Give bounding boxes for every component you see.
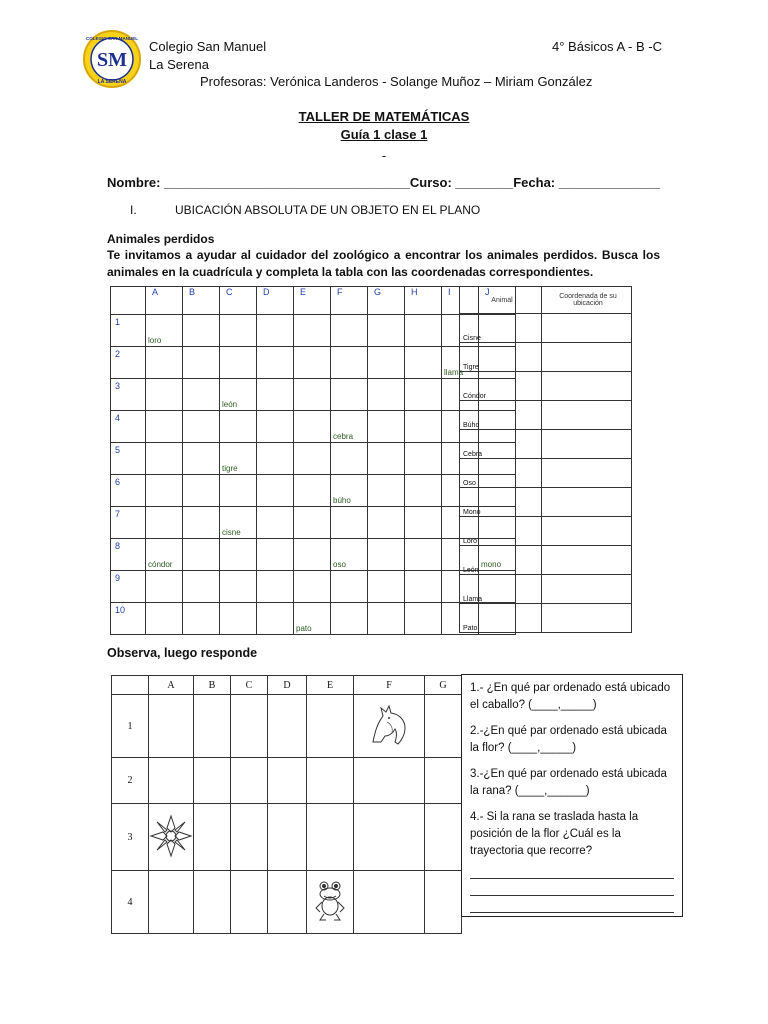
grid-cell [368,443,405,475]
grid-cell [294,507,331,539]
grid-cell [368,603,405,635]
corner-cell [111,287,146,315]
row-header: 2 [112,758,149,804]
fecha-field[interactable]: Fecha: ______________ [513,175,660,190]
grid-cell [194,695,231,758]
grid-cell [294,443,331,475]
grid-cell [331,315,368,347]
coordinate-cell[interactable] [542,546,632,575]
grid-cell [307,695,354,758]
grid-cell [368,411,405,443]
animal-name: León [460,546,542,575]
column-header: A [146,287,183,315]
horse-icon [367,702,411,748]
corner-cell [112,676,149,695]
page-title: TALLER DE MATEMÁTICAS [298,109,470,124]
column-header: C [231,676,268,695]
grid-cell [146,507,183,539]
animal-label: cóndor [148,560,173,569]
column-header: I [442,287,479,315]
grid-cell [405,411,442,443]
grid-cell [146,315,183,347]
grid-cell [194,804,231,871]
logo-bottom-text: LA SERENA [97,79,127,85]
grid-cell [146,475,183,507]
grid-cell [257,379,294,411]
grid-cell [268,758,307,804]
animal-name: Oso [460,459,542,488]
grid-cell [294,411,331,443]
animal-name: Búho [460,401,542,430]
grid-cell [425,804,462,871]
animal-name: Cebra [460,430,542,459]
question-2[interactable]: 2.-¿En qué par ordenado está ubicada la flor? (____,_____) [470,725,667,754]
activity2-title: Observa, luego responde [107,646,258,660]
observe-grid [111,675,462,934]
grid-cell [307,758,354,804]
school-name: Colegio San Manuel [149,39,267,54]
grid-cell [405,315,442,347]
animal-label: tigre [222,464,238,473]
grid-cell [354,758,425,804]
row-header: 5 [111,443,146,475]
column-header: A [149,676,194,695]
row-header: 3 [111,379,146,411]
grid-cell [183,571,220,603]
grid-cell [405,475,442,507]
grid-cell [331,571,368,603]
grid-cell [149,758,194,804]
row-header: 1 [111,315,146,347]
answer-line[interactable] [470,862,674,879]
coordinate-cell[interactable] [542,430,632,459]
section-number: I. [130,203,137,217]
coordinate-cell[interactable] [542,372,632,401]
grid-cell [331,507,368,539]
grid-cell [331,475,368,507]
grid-cell [194,871,231,934]
column-header: D [268,676,307,695]
activity1-instructions: Te invitamos a ayudar al cuidador del zoológico a encontrar los animales perdidos. Busca los animales en la cuadrícula y completa la tabla con las coordenadas correspondientes. [107,248,660,279]
grid-cell [331,603,368,635]
column-header: E [294,287,331,315]
grid-cell [220,411,257,443]
teachers: Profesoras: Verónica Landeros - Solange Muñoz – Miriam González [200,74,593,89]
animal-label: cisne [222,528,241,537]
grid-cell [405,571,442,603]
grid-cell [405,507,442,539]
grid-cell [220,315,257,347]
grid-cell [331,411,368,443]
grid-cell [331,379,368,411]
grid-cell [268,804,307,871]
coordinate-cell[interactable] [542,401,632,430]
frog-icon [312,878,348,924]
grid-cell [183,475,220,507]
grid-cell [307,871,354,934]
column-header: G [368,287,405,315]
activity1-title: Animales perdidos [107,232,215,246]
column-header: F [331,287,368,315]
grid-cell [368,475,405,507]
grid-cell [149,804,194,871]
grid-cell [368,347,405,379]
question-1[interactable]: 1.- ¿En qué par ordenado está ubicado el caballo? (____,_____) [470,682,671,711]
grid-cell [354,871,425,934]
table-header: Coordenada de su ubicación [542,287,632,314]
logo-top-text: COLEGIO SAN MANUEL [85,36,139,41]
form-line [107,175,660,190]
city: La Serena [149,57,209,72]
grid-cell [183,411,220,443]
question-4[interactable]: 4.- Si la rana se traslada hasta la posición de la flor ¿Cuál es la trayectoria que recorre? [470,811,639,857]
grid-cell [405,443,442,475]
animal-name: Pato [460,604,542,633]
questions-box [461,674,683,917]
section-title: UBICACIÓN ABSOLUTA DE UN OBJETO EN EL PLANO [175,203,481,217]
grid-cell [405,603,442,635]
column-header: F [354,676,425,695]
animal-name: Loro [460,517,542,546]
row-header: 10 [111,603,146,635]
grid-cell [220,379,257,411]
grid-cell [220,475,257,507]
grid-cell [146,603,183,635]
animal-name: Mono [460,488,542,517]
page-subtitle: Guía 1 clase 1 [340,127,428,142]
grid-cell [257,443,294,475]
coordinate-cell[interactable] [542,604,632,633]
flower-icon [149,814,193,858]
grid-cell [405,539,442,571]
animal-label: pato [296,624,312,633]
grid-cell [183,443,220,475]
column-header: B [183,287,220,315]
grid-cell [220,603,257,635]
grid-cell [220,507,257,539]
grid-cell [354,695,425,758]
column-header: C [220,287,257,315]
grid-cell [331,539,368,571]
school-logo [82,29,142,89]
animal-label: loro [148,336,162,345]
grid-cell [257,315,294,347]
grid-cell [183,347,220,379]
column-header: H [405,287,442,315]
grid-cell [354,804,425,871]
grid-cell [257,507,294,539]
grid-cell [146,443,183,475]
grade: 4° Básicos A - B -C [552,39,662,54]
grid-cell [194,758,231,804]
grid-cell [220,571,257,603]
grid-cell [331,443,368,475]
grid-cell [425,758,462,804]
grid-cell [425,871,462,934]
row-header: 1 [112,695,149,758]
grid-cell [231,758,268,804]
grid-cell [257,411,294,443]
row-header: 2 [111,347,146,379]
coordinates-table [459,286,632,633]
nombre-field[interactable]: Nombre: __________________________________ [107,175,410,190]
grid-cell [146,571,183,603]
grid-cell [220,347,257,379]
grid-cell [231,804,268,871]
column-header: G [425,676,462,695]
grid-cell [331,347,368,379]
grid-cell [294,603,331,635]
grid-cell [149,871,194,934]
logo-mark: SM [97,49,127,71]
dash: - [381,148,387,163]
grid-cell [146,411,183,443]
animal-label: cebra [333,432,354,441]
coordinate-cell[interactable] [542,459,632,488]
grid-cell [146,539,183,571]
column-header: B [194,676,231,695]
grid-cell [294,571,331,603]
question-3[interactable]: 3.-¿En qué par ordenado está ubicada la rana? (____,______) [470,768,667,797]
grid-cell [257,539,294,571]
grid-cell [183,315,220,347]
coordinate-cell[interactable] [542,517,632,546]
coordinate-cell[interactable] [542,575,632,604]
grid-cell [268,695,307,758]
animal-name: Cóndor [460,372,542,401]
grid-cell [294,347,331,379]
grid-cell [183,539,220,571]
animal-grid [110,286,516,635]
grid-cell [257,475,294,507]
column-header: J [479,287,516,315]
coordinate-cell[interactable] [542,343,632,372]
row-header: 3 [112,804,149,871]
grid-cell [183,603,220,635]
grid-cell [294,315,331,347]
grid-cell [368,507,405,539]
animal-label: búho [333,496,351,505]
row-header: 9 [111,571,146,603]
row-header: 7 [111,507,146,539]
coordinate-cell[interactable] [542,488,632,517]
grid-cell [368,379,405,411]
answer-line[interactable] [470,896,674,913]
grid-cell [231,695,268,758]
animal-label: llama [444,368,464,377]
answer-line[interactable] [470,879,674,896]
grid-cell [425,695,462,758]
row-header: 8 [111,539,146,571]
table-header: Animal [460,287,542,314]
grid-cell [294,379,331,411]
grid-cell [183,379,220,411]
coordinate-cell[interactable] [542,314,632,343]
grid-cell [183,507,220,539]
animal-name: Llama [460,575,542,604]
row-header: 4 [111,411,146,443]
row-header: 6 [111,475,146,507]
grid-cell [146,347,183,379]
grid-cell [368,539,405,571]
grid-cell [257,347,294,379]
grid-cell [368,315,405,347]
grid-cell [220,443,257,475]
grid-cell [257,571,294,603]
animal-label: león [222,400,238,409]
grid-cell [368,571,405,603]
grid-cell [231,871,268,934]
grid-cell [268,871,307,934]
animal-label: mono [481,560,502,569]
grid-cell [405,379,442,411]
grid-cell [294,539,331,571]
column-header: E [307,676,354,695]
grid-cell [146,379,183,411]
grid-cell [405,347,442,379]
column-header: D [257,287,294,315]
row-header: 4 [112,871,149,934]
animal-name: Cisne [460,314,542,343]
grid-cell [294,475,331,507]
curso-field[interactable]: Curso: ________ [409,175,514,190]
grid-cell [220,539,257,571]
grid-cell [149,695,194,758]
animal-label: oso [333,560,346,569]
grid-cell [307,804,354,871]
grid-cell [257,603,294,635]
animal-name: Tigre [460,343,542,372]
